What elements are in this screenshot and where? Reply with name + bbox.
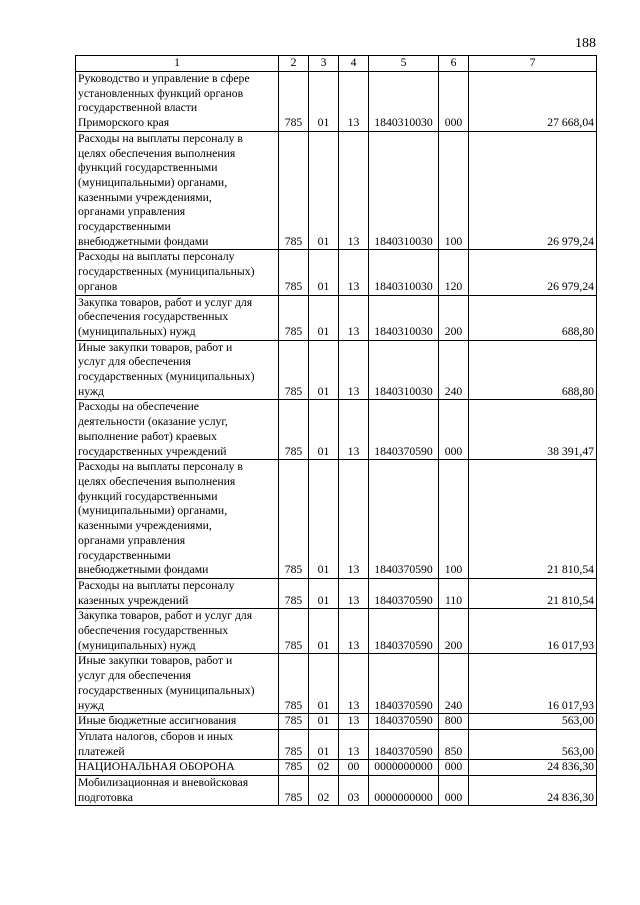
table-row [76,295,597,340]
row-expense-type-cell: 000 [439,400,469,460]
row-subsection-cell: 13 [339,609,369,654]
table-row [76,578,597,608]
row-subsection-cell: 13 [339,72,369,132]
row-code-cell: 785 [279,131,309,250]
col-header-7: 7 [469,56,597,72]
row-code-cell: 785 [279,72,309,132]
row-amount-cell: 38 391,47 [469,400,597,460]
row-target-article-cell: 0000000000 [369,776,439,806]
row-code-cell: 785 [279,400,309,460]
row-subsection-cell: 03 [339,776,369,806]
row-target-article-cell: 1840370590 [369,654,439,714]
row-section-cell: 02 [309,760,339,776]
row-name-cell: Закупка товаров, работ и услуг для обеспечения государственных (муниципальных) нужд [76,295,279,340]
table-row [76,729,597,759]
row-amount-cell: 26 979,24 [469,131,597,250]
row-section-cell: 01 [309,131,339,250]
col-header-2: 2 [279,56,309,72]
row-subsection-cell: 13 [339,729,369,759]
row-expense-type-cell: 240 [439,340,469,400]
row-code-cell: 785 [279,340,309,400]
row-subsection-cell: 13 [339,460,369,579]
col-header-4: 4 [339,56,369,72]
table-row [76,776,597,806]
row-section-cell: 01 [309,714,339,730]
table-row [76,340,597,400]
row-subsection-cell: 13 [339,578,369,608]
col-header-3: 3 [309,56,339,72]
row-subsection-cell: 13 [339,714,369,730]
row-name-cell: Иные закупки товаров, работ и услуг для обеспечения государственных (муниципальных) нужд [76,340,279,400]
row-subsection-cell: 00 [339,760,369,776]
row-name-cell: Иные бюджетные ассигнования [76,714,279,730]
row-amount-cell: 24 836,30 [469,776,597,806]
row-amount-cell: 688,80 [469,295,597,340]
row-code-cell: 785 [279,250,309,295]
row-section-cell: 01 [309,250,339,295]
row-expense-type-cell: 120 [439,250,469,295]
row-target-article-cell: 1840310030 [369,340,439,400]
row-name-cell: Расходы на выплаты персоналу в целях обеспечения выполнения функций государственными (муниципальными) органами, казенными учреждениями, органами управления государственными внебюджетными фондами [76,131,279,250]
row-code-cell: 785 [279,776,309,806]
row-expense-type-cell: 110 [439,578,469,608]
row-target-article-cell: 1840310030 [369,72,439,132]
row-expense-type-cell: 000 [439,72,469,132]
col-header-6: 6 [439,56,469,72]
row-code-cell: 785 [279,460,309,579]
row-code-cell: 785 [279,729,309,759]
budget-table [75,55,597,806]
table-row [76,400,597,460]
row-code-cell: 785 [279,714,309,730]
row-section-cell: 01 [309,340,339,400]
table-body [76,72,597,806]
row-amount-cell: 16 017,93 [469,609,597,654]
row-code-cell: 785 [279,578,309,608]
row-target-article-cell: 1840370590 [369,460,439,579]
row-code-cell: 785 [279,654,309,714]
row-code-cell: 785 [279,295,309,340]
row-name-cell: Руководство и управление в сфере установленных функций органов государственной власти Приморского края [76,72,279,132]
row-expense-type-cell: 100 [439,460,469,579]
row-expense-type-cell: 100 [439,131,469,250]
row-amount-cell: 688,80 [469,340,597,400]
col-header-5: 5 [369,56,439,72]
row-section-cell: 01 [309,609,339,654]
row-target-article-cell: 1840310030 [369,250,439,295]
row-name-cell: Уплата налогов, сборов и иных платежей [76,729,279,759]
row-subsection-cell: 13 [339,131,369,250]
table-row [76,131,597,250]
row-target-article-cell: 1840370590 [369,578,439,608]
row-section-cell: 01 [309,295,339,340]
table-row [76,654,597,714]
table-row [76,72,597,132]
row-amount-cell: 26 979,24 [469,250,597,295]
row-subsection-cell: 13 [339,400,369,460]
row-target-article-cell: 0000000000 [369,760,439,776]
row-subsection-cell: 13 [339,340,369,400]
row-subsection-cell: 13 [339,250,369,295]
row-section-cell: 01 [309,460,339,579]
table-row [76,460,597,579]
row-section-cell: 02 [309,776,339,806]
row-code-cell: 785 [279,760,309,776]
row-name-cell: НАЦИОНАЛЬНАЯ ОБОРОНА [76,760,279,776]
row-name-cell: Расходы на выплаты персоналу государственных (муниципальных) органов [76,250,279,295]
row-subsection-cell: 13 [339,654,369,714]
row-target-article-cell: 1840370590 [369,609,439,654]
row-target-article-cell: 1840370590 [369,400,439,460]
row-amount-cell: 563,00 [469,729,597,759]
row-expense-type-cell: 200 [439,295,469,340]
row-amount-cell: 21 810,54 [469,578,597,608]
row-amount-cell: 563,00 [469,714,597,730]
row-name-cell: Расходы на обеспечение деятельности (оказание услуг, выполнение работ) краевых государственных учреждений [76,400,279,460]
row-code-cell: 785 [279,609,309,654]
row-amount-cell: 16 017,93 [469,654,597,714]
row-name-cell: Расходы на выплаты персоналу казенных учреждений [76,578,279,608]
row-target-article-cell: 1840310030 [369,295,439,340]
table-row [76,250,597,295]
row-expense-type-cell: 000 [439,776,469,806]
row-section-cell: 01 [309,729,339,759]
row-expense-type-cell: 850 [439,729,469,759]
row-expense-type-cell: 800 [439,714,469,730]
row-amount-cell: 27 668,04 [469,72,597,132]
col-header-1: 1 [76,56,279,72]
row-name-cell: Закупка товаров, работ и услуг для обеспечения государственных (муниципальных) нужд [76,609,279,654]
table-row [76,714,597,730]
row-name-cell: Иные закупки товаров, работ и услуг для обеспечения государственных (муниципальных) нужд [76,654,279,714]
row-amount-cell: 21 810,54 [469,460,597,579]
row-target-article-cell: 1840370590 [369,714,439,730]
row-amount-cell: 24 836,30 [469,760,597,776]
row-target-article-cell: 1840310030 [369,131,439,250]
row-section-cell: 01 [309,400,339,460]
row-name-cell: Мобилизационная и вневойсковая подготовка [76,776,279,806]
row-section-cell: 01 [309,654,339,714]
page-number: 188 [575,36,596,51]
row-expense-type-cell: 000 [439,760,469,776]
row-expense-type-cell: 240 [439,654,469,714]
table-row [76,609,597,654]
row-section-cell: 01 [309,578,339,608]
row-name-cell: Расходы на выплаты персоналу в целях обеспечения выполнения функций государственными (муниципальными) органами, казенными учреждениями, органами управления государственными внебюджетными фондами [76,460,279,579]
row-expense-type-cell: 200 [439,609,469,654]
header-row [76,56,597,72]
table-row [76,760,597,776]
row-section-cell: 01 [309,72,339,132]
row-subsection-cell: 13 [339,295,369,340]
row-target-article-cell: 1840370590 [369,729,439,759]
